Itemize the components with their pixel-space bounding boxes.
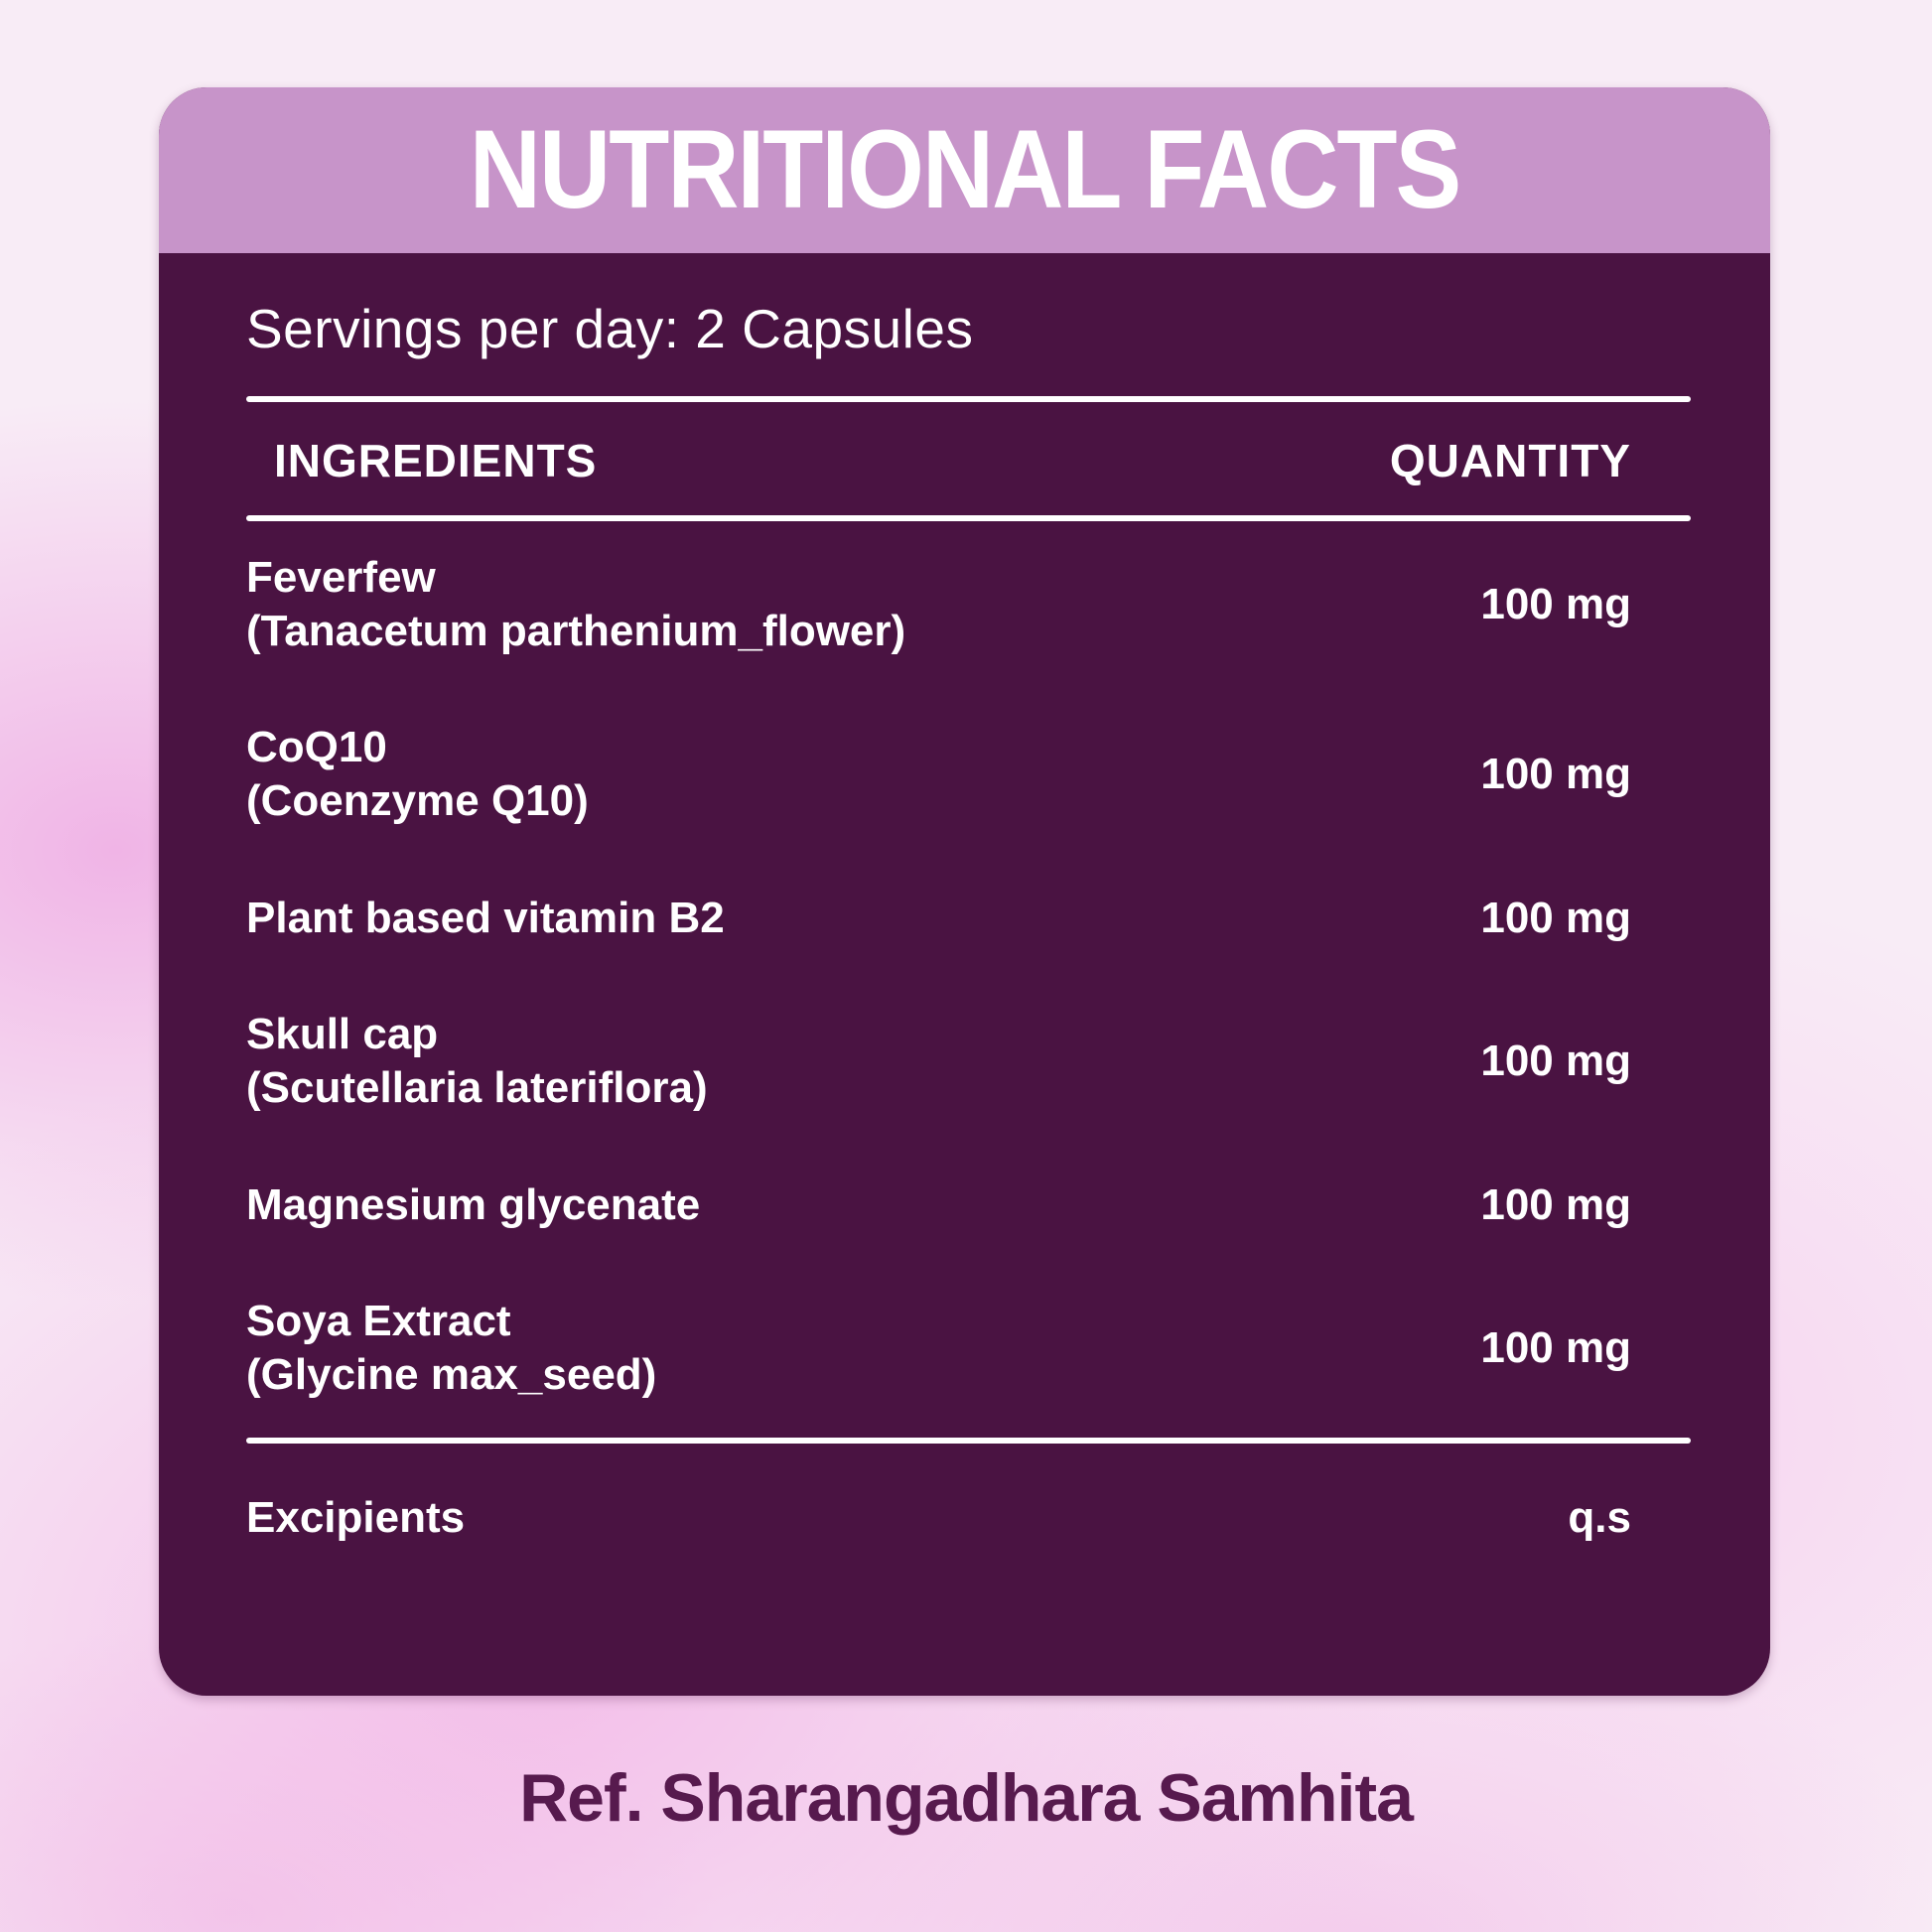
excipients-quantity: q.s	[1568, 1492, 1631, 1542]
column-header-ingredients: INGREDIENTS	[274, 435, 598, 486]
table-row	[246, 721, 1691, 827]
table-row	[246, 551, 1691, 657]
servings-per-day-text: Servings per day: 2 Capsules	[246, 298, 974, 359]
table-row	[246, 1295, 1691, 1401]
ingredient-rows	[246, 521, 1691, 1402]
table-row	[246, 892, 1691, 945]
ingredient-botanical-name: (Coenzyme Q10)	[246, 776, 589, 826]
excipients-label: Excipients	[246, 1492, 466, 1542]
divider-bottom	[246, 1438, 1691, 1444]
ingredient-name: CoQ10	[246, 723, 387, 772]
panel-header-band	[159, 87, 1770, 253]
ingredient-name: Plant based vitamin B2	[246, 893, 725, 942]
panel-title: NUTRITIONAL FACTS	[469, 107, 1460, 232]
nutrition-facts-panel	[159, 87, 1770, 1696]
table-row	[246, 1008, 1691, 1114]
ingredient-botanical-name: (Scutellaria lateriflora)	[246, 1063, 708, 1113]
divider-top	[246, 396, 1691, 402]
excipients-label-wrap	[246, 1491, 1333, 1545]
ingredient-name: Magnesium glycenate	[246, 1179, 701, 1229]
panel-content	[159, 297, 1770, 1544]
ingredient-quantity: 100 mg	[1480, 1323, 1631, 1373]
excipients-row	[246, 1491, 1691, 1545]
ingredient-label	[246, 551, 1333, 657]
ingredient-botanical-name: (Glycine max_seed)	[246, 1350, 657, 1400]
ingredient-label	[246, 1008, 1333, 1114]
ingredient-name: Soya Extract	[246, 1297, 511, 1346]
ingredient-name: Skull cap	[246, 1010, 439, 1059]
ingredient-label	[246, 1295, 1333, 1401]
ingredient-quantity: 100 mg	[1480, 750, 1631, 799]
column-header-quantity: QUANTITY	[1389, 435, 1631, 486]
ingredient-name: Feverfew	[246, 553, 436, 602]
ingredient-quantity: 100 mg	[1480, 1036, 1631, 1086]
table-header-row	[246, 434, 1691, 487]
ingredient-quantity: 100 mg	[1480, 1179, 1631, 1229]
ingredient-label	[246, 721, 1333, 827]
ingredient-quantity: 100 mg	[1480, 893, 1631, 942]
ingredient-botanical-name: (Tanacetum parthenium_flower)	[246, 606, 906, 655]
ingredient-quantity: 100 mg	[1480, 579, 1631, 628]
table-row	[246, 1178, 1691, 1232]
ingredient-label	[246, 1178, 1333, 1232]
ingredient-label	[246, 892, 1333, 945]
reference-text: Ref. Sharangadhara Samhita	[519, 1760, 1413, 1836]
